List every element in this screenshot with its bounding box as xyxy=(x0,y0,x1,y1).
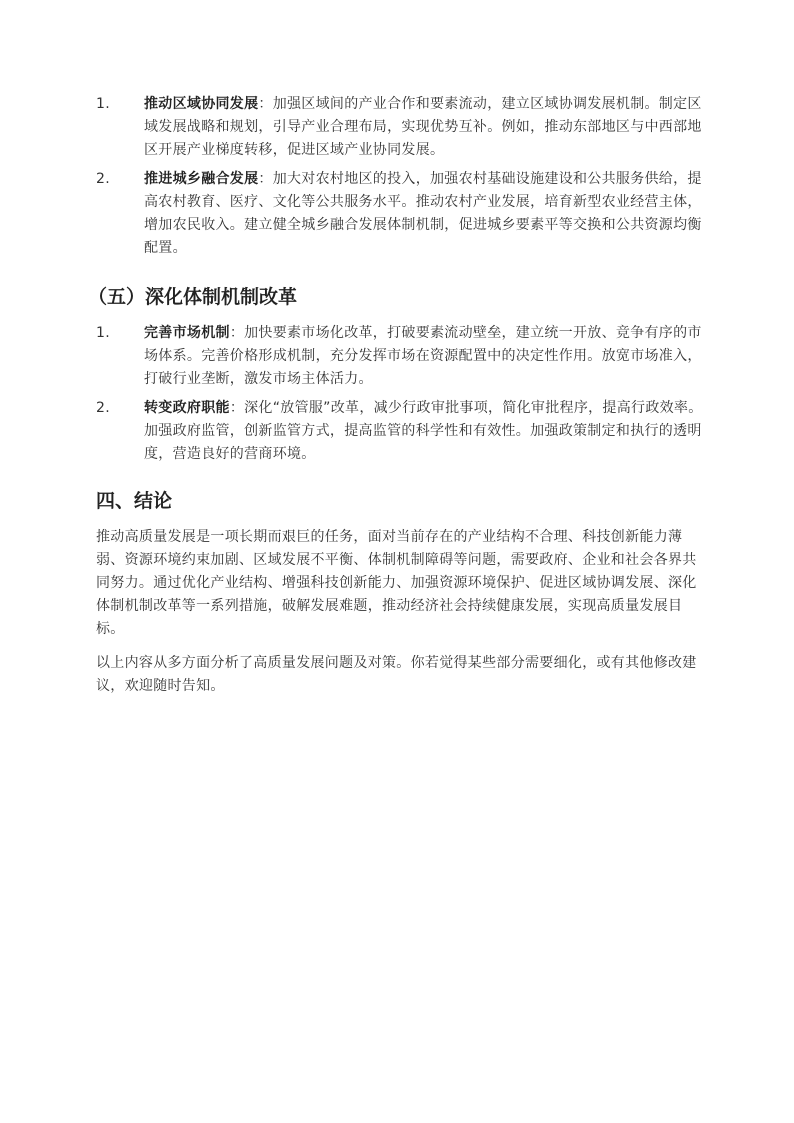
document-body xyxy=(88,93,706,709)
list-item xyxy=(96,168,706,260)
list-item-text: ：加大对农村地区的投入，加强农村基础设施建设和公共服务供给，提高农村教育、医疗、文化等公共服务水平。推动农村产业发展，培育新型农业经营主体，增加农民收入。建立健全城乡融合发展体制机制，促进城乡要素平等交换和公共资源均衡配置。 xyxy=(144,171,702,256)
numbered-list-reform xyxy=(96,322,706,466)
list-item xyxy=(96,93,706,162)
list-item-text: ：加强区域间的产业合作和要素流动，建立区域协调发展机制。制定区域发展战略和规划，引导产业合理布局，实现优势互补。例如，推动东部地区与中西部地区开展产业梯度转移，促进区域产业协同发展。 xyxy=(144,96,702,158)
list-item-term: 转变政府职能 xyxy=(144,400,230,416)
list-item-text: ：加快要素市场化改革，打破要素流动壁垒，建立统一开放、竞争有序的市场体系。完善价格形成机制，充分发挥市场在资源配置中的决定性作用。放宽市场准入，打破行业垄断，激发市场主体活力。 xyxy=(144,325,702,387)
list-item-text: ：深化“放管服”改革，减少行政审批事项，简化审批程序，提高行政效率。加强政府监管，创新监管方式，提高监管的科学性和有效性。加强政策制定和执行的透明度，营造良好的营商环境。 xyxy=(144,400,703,462)
list-item xyxy=(96,397,706,466)
subheading-reform: （五）深化体制机制改革 xyxy=(88,286,298,308)
list-item xyxy=(96,322,706,391)
conclusion-paragraph: 推动高质量发展是一项长期而艰巨的任务，面对当前存在的产业结构不合理、科技创新能力薄弱、资源环境约束加剧、区域发展不平衡、体制机制障碍等问题，需要政府、企业和社会各界共同努力。通过优化产业结构、增强科技创新能力、加强资源环境保护、促进区域协调发展、深化体制机制改革等一系列措施，破解发展难题，推动经济社会持续健康发展，实现高质量发展目标。 xyxy=(96,529,697,637)
list-item-term: 推动区域协同发展 xyxy=(144,96,259,112)
list-item-term: 完善市场机制 xyxy=(144,325,230,341)
list-number: 2. xyxy=(96,171,110,187)
closing-note-paragraph: 以上内容从多方面分析了高质量发展问题及对策。你若觉得某些部分需要细化，或有其他修改建议，欢迎随时告知。 xyxy=(96,655,697,694)
section-heading-conclusion: 四、结论 xyxy=(96,490,173,512)
list-number: 1. xyxy=(96,96,110,112)
list-item-term: 推进城乡融合发展 xyxy=(144,171,259,187)
list-number: 1. xyxy=(96,325,110,341)
numbered-list-regional xyxy=(96,93,706,260)
list-number: 2. xyxy=(96,400,110,416)
